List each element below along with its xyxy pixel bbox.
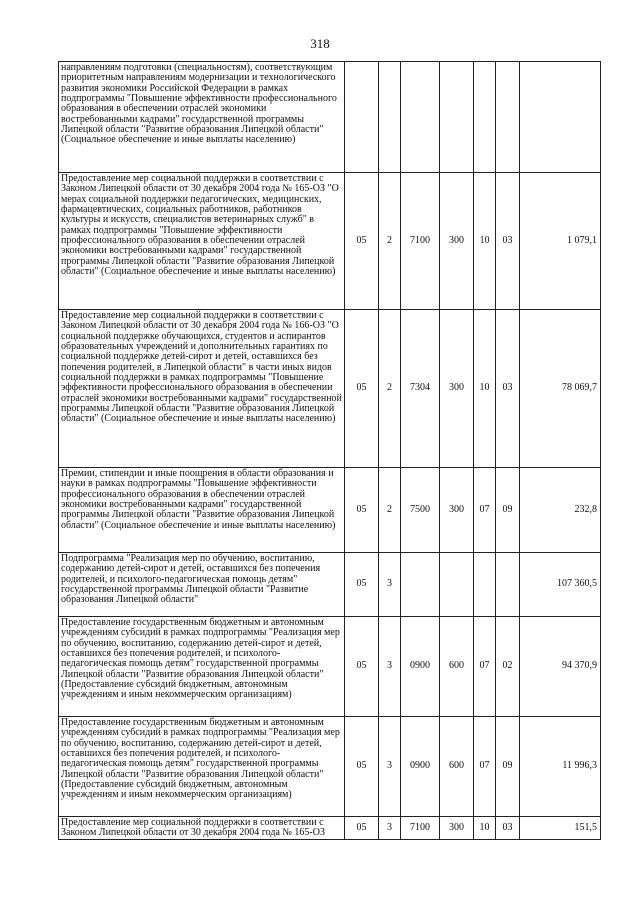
subsection-code-cell: 02 [496,617,520,717]
budget-table [58,61,601,840]
row-description: Предоставление мер социальной поддержки в соответствии с Законом Липецкой области от 30 декабря 2004 года № 166-ОЗ "О социальной поддержке обучающихся, студентов и аспирантов образовательных учреждений и дополнительных гарантиях по социальной поддержке детей-сирот и детей, оставшихся без попечения родителей, в Липецкой области" в части иных видов социальной поддержки в рамках подпрограммы "Повышение эффективности профессионального образования в обеспечении отраслей экономики востребованными кадрами" государственной программы Липецкой области "Развитие образования Липецкой области" (Социальное обеспечение и иные выплаты населению) [59,310,345,468]
target-article-cell: 0900 [401,717,440,817]
ministry-code-cell: 05 [345,468,379,553]
subsection-code-cell [496,62,520,173]
section-code-cell: 07 [474,617,496,717]
amount-cell: 107 360,5 [520,553,601,617]
expense-type-cell: 600 [440,717,474,817]
section-code-cell [474,553,496,617]
subprogram-code-cell: 3 [379,717,401,817]
expense-type-cell [440,62,474,173]
amount-cell: 1 079,1 [520,173,601,310]
table-body [59,62,601,840]
section-code-cell: 10 [474,310,496,468]
target-article-cell [401,553,440,617]
subsection-code-cell: 03 [496,310,520,468]
target-article-cell: 7100 [401,173,440,310]
subprogram-code-cell: 2 [379,173,401,310]
row-description: Предоставление мер социальной поддержки в соответствии с Законом Липецкой области от 30 декабря 2004 года № 165-ОЗ [59,817,345,840]
amount-cell [520,62,601,173]
ministry-code-cell: 05 [345,617,379,717]
subprogram-code-cell: 3 [379,617,401,717]
ministry-code-cell: 05 [345,817,379,840]
table-row [59,553,601,617]
section-code-cell: 10 [474,817,496,840]
table-row [59,817,601,840]
row-description: направлениям подготовки (специальностям), соответствующим приоритетным направлениям модернизации и технологического развития экономики Российской Федерации в рамках подпрограммы "Повышение эффективности профессионального образования в обеспечении отраслей экономики востребованными кадрами" государственной программы Липецкой области "Развитие образования Липецкой области" (Социальное обеспечение и иные выплаты населению) [59,62,345,173]
subprogram-code-cell: 2 [379,310,401,468]
table-row [59,468,601,553]
subsection-code-cell: 09 [496,468,520,553]
amount-cell: 11 996,3 [520,717,601,817]
expense-type-cell: 300 [440,817,474,840]
row-description: Подпрограмма "Реализация мер по обучению, воспитанию, содержанию детей-сирот и детей, оставшихся без попечения родителей, и психолого-педагогическая помощь детям" государственной программы Липецкой области "Развитие образования Липецкой области" [59,553,345,617]
row-description: Премии, стипендии и иные поощрения в области образования и науки в рамках подпрограммы "Повышение эффективности профессионального образования в обеспечении отраслей экономики востребованными кадрами" государственной программы Липецкой области "Развитие образования Липецкой области" (Социальное обеспечение и иные выплаты населению) [59,468,345,553]
expense-type-cell: 600 [440,617,474,717]
subprogram-code-cell: 3 [379,553,401,617]
table-row [59,62,601,173]
section-code-cell: 10 [474,173,496,310]
table-row [59,617,601,717]
subsection-code-cell [496,553,520,617]
subprogram-code-cell: 2 [379,468,401,553]
target-article-cell [401,62,440,173]
subsection-code-cell: 03 [496,817,520,840]
expense-type-cell: 300 [440,173,474,310]
section-code-cell: 07 [474,717,496,817]
ministry-code-cell: 05 [345,310,379,468]
target-article-cell: 7304 [401,310,440,468]
expense-type-cell: 300 [440,468,474,553]
section-code-cell: 07 [474,468,496,553]
target-article-cell: 0900 [401,617,440,717]
subsection-code-cell: 09 [496,717,520,817]
amount-cell: 151,5 [520,817,601,840]
expense-type-cell: 300 [440,310,474,468]
expense-type-cell [440,553,474,617]
table-row [59,717,601,817]
ministry-code-cell: 05 [345,173,379,310]
table-row [59,173,601,310]
row-description: Предоставление государственным бюджетным и автономным учреждениям субсидий в рамках подпрограммы "Реализация мер по обучению, воспитанию, содержанию детей-сирот и детей, оставшихся без попечения родителей, и психолого-педагогическая помощь детям" государственной программы Липецкой области "Развитие образования Липецкой области" (Предоставление субсидий бюджетным, автономным учреждениям и иным некоммерческим организациям) [59,717,345,817]
subprogram-code-cell [379,62,401,173]
ministry-code-cell [345,62,379,173]
subprogram-code-cell: 3 [379,817,401,840]
page-number: 318 [310,36,330,51]
ministry-code-cell: 05 [345,717,379,817]
amount-cell: 94 370,9 [520,617,601,717]
row-description: Предоставление мер социальной поддержки в соответствии с Законом Липецкой области от 30 декабря 2004 года № 165-ОЗ "О мерах социальной поддержки педагогических, медицинских, фармацевтических, социальных работников, работников культуры и искусств, специалистов ветеринарных служб" в рамках подпрограммы "Повышение эффективности профессионального образования в обеспечении отраслей экономики востребованными кадрами" государственной программы Липецкой области "Развитие образования Липецкой области" (Социальное обеспечение и иные выплаты населению) [59,173,345,310]
row-description: Предоставление государственным бюджетным и автономным учреждениям субсидий в рамках подпрограммы "Реализация мер по обучению, воспитанию, содержанию детей-сирот и детей, оставшихся без попечения родителей, и психолого-педагогическая помощь детям" государственной программы Липецкой области "Развитие образования Липецкой области" (Предоставление субсидий бюджетным, автономным учреждениям и иным некоммерческим организациям) [59,617,345,717]
section-code-cell [474,62,496,173]
amount-cell: 78 069,7 [520,310,601,468]
target-article-cell: 7100 [401,817,440,840]
table-row [59,310,601,468]
amount-cell: 232,8 [520,468,601,553]
target-article-cell: 7500 [401,468,440,553]
subsection-code-cell: 03 [496,173,520,310]
ministry-code-cell: 05 [345,553,379,617]
